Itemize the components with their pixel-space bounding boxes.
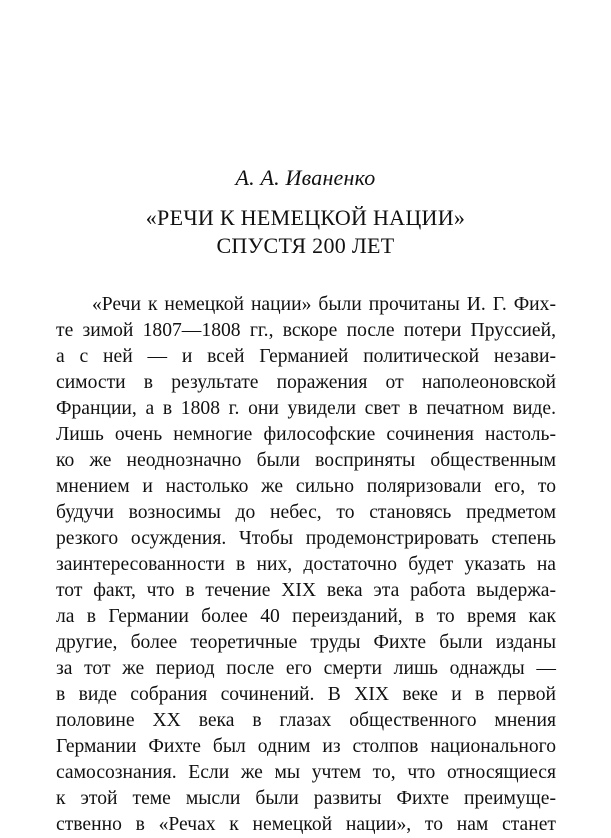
text-line: те зимой 1807—1808 гг., вскоре после потери Пруссией, — [56, 320, 556, 341]
text-line: к этой теме мысли были развиты Фихте преимуще- — [56, 788, 556, 809]
text-line: симости в результате поражения от наполеоновской — [56, 372, 556, 393]
text-line: Германии Фихте был одним из столпов национального — [56, 736, 556, 757]
text-line: половине XX века в глазах общественного мнения — [56, 710, 556, 731]
text-line: будучи возносимы до небес, то становясь предметом — [56, 502, 556, 523]
text-line: ственно в «Речах к немецкой нации», то нам станет — [56, 814, 556, 835]
text-line: ла в Германии более 40 переизданий, в то время как — [56, 606, 556, 627]
text-line: тот факт, что в течение XIX века эта работа выдержа- — [56, 580, 556, 601]
text-line: а с ней — и всей Германией политической незави- — [56, 346, 556, 367]
text-line: резкого осуждения. Чтобы продемонстрировать степень — [56, 528, 556, 549]
text-line: ко же неоднозначно были восприняты общественным — [56, 450, 556, 471]
text-line: «Речи к немецкой нации» были прочитаны И. Г. Фих- — [92, 294, 556, 315]
article-title-line-2: СПУСТЯ 200 ЛЕТ — [216, 233, 395, 258]
body-paragraph — [56, 292, 556, 838]
text-line: самосознания. Если же мы учтем то, что относящиеся — [56, 762, 556, 783]
article-title-line-1: «РЕЧИ К НЕМЕЦКОЙ НАЦИИ» — [145, 205, 466, 230]
text-line: мнением и настолько же сильно поляризовали его, то — [56, 476, 556, 497]
text-line: Лишь очень немногие философские сочинения настоль- — [56, 424, 556, 445]
text-line: за тот же период после его смерти лишь однажды — — [56, 658, 556, 679]
text-line: заинтересованности в них, достаточно будет указать на — [56, 554, 556, 575]
author-name: А. А. Иваненко — [235, 165, 376, 190]
text-line: другие, более теоретичные труды Фихте были изданы — [56, 632, 556, 653]
text-line: Франции, а в 1808 г. они увидели свет в печатном виде. — [56, 398, 556, 419]
text-line: в виде собрания сочинений. В XIX веке и в первой — [56, 684, 556, 705]
